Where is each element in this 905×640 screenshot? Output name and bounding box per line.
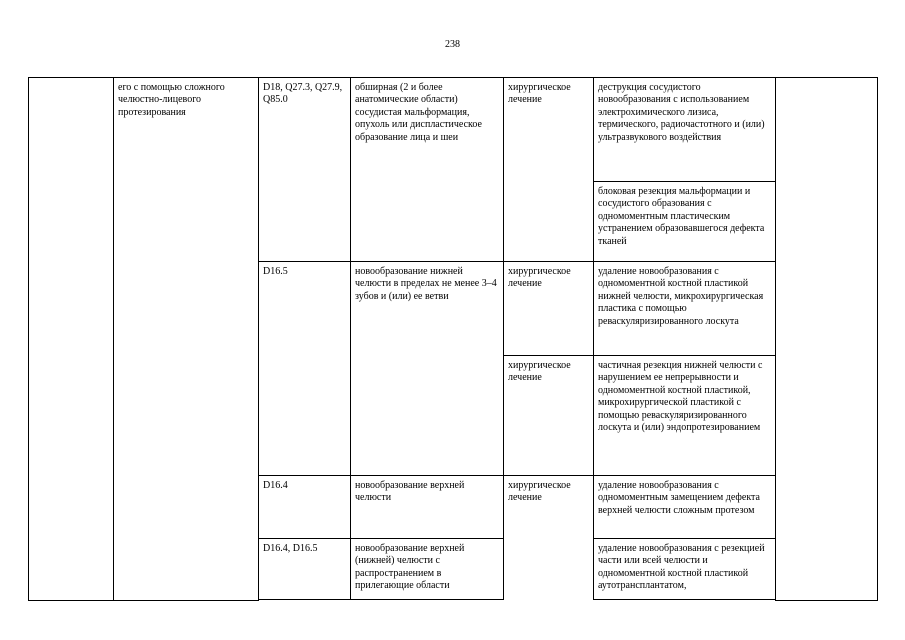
table-cell-code: D16.4 bbox=[259, 476, 351, 539]
table-cell-model: новообразование нижней челюсти в пределах не менее 3–4 зубов и (или) ее ветви bbox=[351, 262, 504, 476]
table-cell-code: D16.5 bbox=[259, 262, 351, 476]
table-cell-treatment: хирургическое лечение bbox=[504, 356, 594, 476]
table-cell-method: деструкция сосудистого новообразования с использованием электрохимического лизиса, термического, радиочастотного и (или) ультразвукового воздействия bbox=[594, 78, 776, 182]
table-cell-treatment: хирургическое лечение bbox=[504, 78, 594, 262]
table-cell-method: частичная резекция нижней челюсти с нарушением ее непрерывности и одномоментной костной пластикой, микрохирургической пластикой с помощью реваскуляризированного лоскута и (или) эндопротезированием bbox=[594, 356, 776, 476]
table-cell-model: новообразование верхней (нижней) челюсти с распространением в прилегающие области bbox=[351, 539, 504, 600]
medical-care-table bbox=[28, 77, 878, 601]
table-cell-code: D16.4, D16.5 bbox=[259, 539, 351, 600]
table-row bbox=[29, 78, 878, 182]
table-cell-model: новообразование верхней челюсти bbox=[351, 476, 504, 539]
table-cell-method: удаление новообразования с одномоментным замещением дефекта верхней челюсти сложным протезом bbox=[594, 476, 776, 539]
page-number: 238 bbox=[445, 39, 460, 50]
table-cell-method: удаление новообразования с резекцией части или всей челюсти и одномоментной костной пластикой аутотрансплантатом, bbox=[594, 539, 776, 600]
table-cell-model: обширная (2 и более анатомические области) сосудистая мальформация, опухоль или диспластическое образование лица и шеи bbox=[351, 78, 504, 262]
table-cell-code: D18, Q27.3, Q27.9, Q85.0 bbox=[259, 78, 351, 262]
table-cell-treatment: хирургическое лечение bbox=[504, 262, 594, 356]
table-cell-empty bbox=[776, 78, 878, 601]
table-cell-method: блоковая резекция мальформации и сосудистого образования с одномоментным пластическим устранением образовавшегося дефекта тканей bbox=[594, 182, 776, 262]
table-cell-description: его с помощью сложного челюстно-лицевого протезирования bbox=[114, 78, 259, 601]
table-cell-method: удаление новообразования с одномоментной костной пластикой нижней челюсти, микрохирургическая пластика с помощью реваскуляризированного лоскута bbox=[594, 262, 776, 356]
table-cell-empty bbox=[29, 78, 114, 601]
table-cell-treatment: хирургическое лечение bbox=[504, 476, 594, 601]
